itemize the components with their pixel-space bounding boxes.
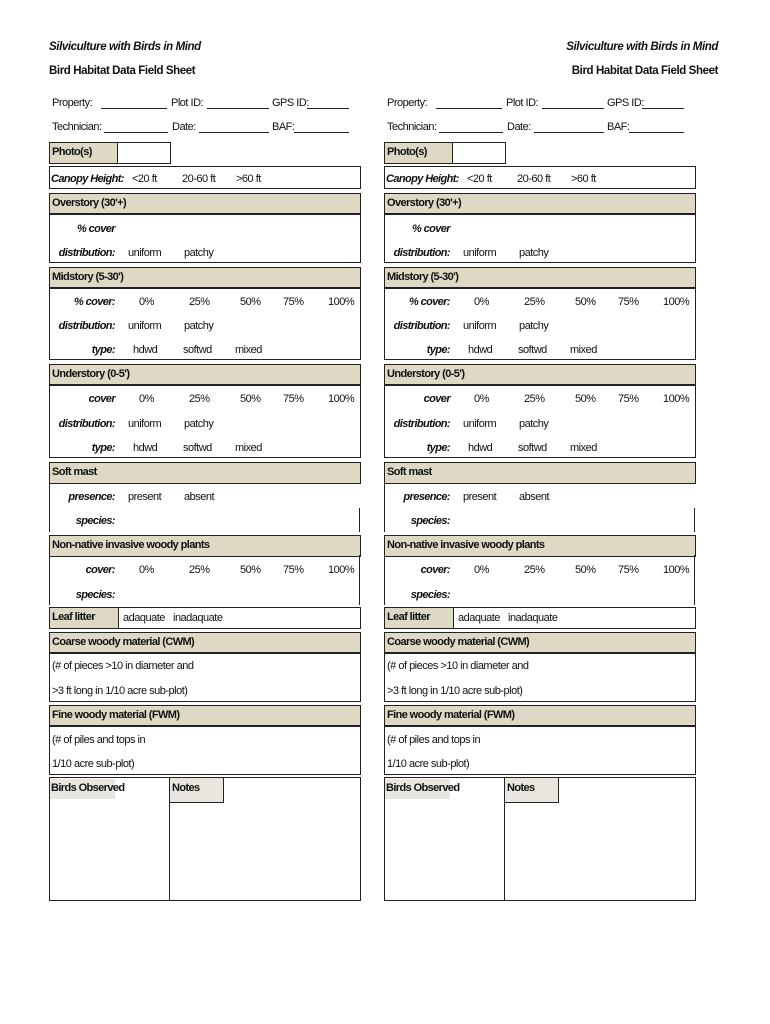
cwm-header: Coarse woody material (CWM): [384, 632, 696, 654]
understory-dist-option[interactable]: uniform: [463, 418, 497, 430]
notes-label: Notes: [169, 777, 224, 803]
overstory-dist-option[interactable]: patchy: [184, 247, 214, 259]
soft-mast-right-border: [359, 508, 360, 532]
non-native-cover-option[interactable]: 50%: [240, 564, 261, 576]
understory-cover-option[interactable]: 25%: [524, 393, 545, 405]
presence-option[interactable]: absent: [184, 491, 215, 503]
birds-observed-field[interactable]: [51, 804, 167, 898]
technician-label: Technician:: [387, 121, 437, 133]
overstory-cover-label: % cover: [412, 223, 450, 235]
soft-mast-header: Soft mast: [49, 462, 361, 484]
field-sheet-right: [384, 92, 696, 912]
midstory-type-option[interactable]: hdwd: [468, 344, 493, 356]
gps-id-label: GPS ID:: [272, 97, 309, 109]
gps-id-field[interactable]: [642, 108, 684, 109]
understory-type-label: type:: [91, 442, 115, 454]
leaf-litter-label: Leaf litter: [384, 607, 454, 629]
midstory-header: Midstory (5-30'): [49, 267, 361, 289]
property-label: Property:: [52, 97, 93, 109]
notes-field[interactable]: [173, 806, 357, 898]
photos-label: Photo(s): [384, 142, 454, 164]
midstory-cover-option[interactable]: 50%: [240, 296, 261, 308]
soft-mast-species-label: species:: [410, 515, 450, 527]
plot-id-label: Plot ID:: [171, 97, 204, 109]
non-native-cover-option[interactable]: 50%: [575, 564, 596, 576]
non-native-header: Non-native invasive woody plants: [384, 535, 696, 557]
soft-mast-header: Soft mast: [384, 462, 696, 484]
cwm-description-line2: >3 ft long in 1/10 acre sub-plot): [387, 685, 523, 697]
midstory-type-option[interactable]: softwd: [518, 344, 547, 356]
fwm-description-line1: (# of piles and tops in: [387, 734, 481, 746]
non-native-cover-label: cover:: [420, 564, 450, 576]
photos-label: Photo(s): [49, 142, 119, 164]
non-native-right-border: [359, 555, 360, 605]
non-native-cover-option[interactable]: 0%: [474, 564, 489, 576]
understory-type-option[interactable]: softwd: [518, 442, 547, 454]
plot-id-field[interactable]: [207, 108, 269, 109]
fwm-description-line2: 1/10 acre sub-plot): [387, 758, 470, 770]
overstory-dist-option[interactable]: uniform: [463, 247, 497, 259]
property-field[interactable]: [101, 108, 167, 109]
midstory-dist-option[interactable]: patchy: [184, 320, 214, 332]
understory-cover-option[interactable]: 50%: [575, 393, 596, 405]
overstory-header: Overstory (30'+): [49, 193, 361, 215]
midstory-cover-option[interactable]: 0%: [139, 296, 154, 308]
presence-label: presence:: [68, 491, 115, 503]
cwm-description-line1: (# of pieces >10 in diameter and: [52, 660, 194, 672]
understory-header: Understory (0-5'): [384, 364, 696, 386]
canopy-option[interactable]: <20 ft: [467, 173, 492, 185]
birds-observed-field[interactable]: [386, 804, 502, 898]
canopy-option[interactable]: 20-60 ft: [182, 173, 216, 185]
understory-cover-option[interactable]: 25%: [189, 393, 210, 405]
midstory-type-option[interactable]: mixed: [235, 344, 262, 356]
fwm-description-line2: 1/10 acre sub-plot): [52, 758, 135, 770]
cwm-description-line2: >3 ft long in 1/10 acre sub-plot): [52, 685, 188, 697]
midstory-cover-option[interactable]: 25%: [189, 296, 210, 308]
canopy-height-label: Canopy Height:: [386, 173, 459, 185]
date-label: Date:: [507, 121, 531, 133]
presence-option[interactable]: present: [463, 491, 497, 503]
baf-label: BAF:: [272, 121, 295, 133]
technician-label: Technician:: [52, 121, 102, 133]
notes-label: Notes: [504, 777, 559, 803]
midstory-type-option[interactable]: softwd: [183, 344, 212, 356]
midstory-type-option[interactable]: hdwd: [133, 344, 158, 356]
midstory-distribution-label: distribution:: [393, 320, 450, 332]
non-native-left-border: [49, 555, 50, 605]
fwm-description-line1: (# of piles and tops in: [52, 734, 146, 746]
understory-type-option[interactable]: mixed: [235, 442, 262, 454]
date-field[interactable]: [534, 132, 604, 133]
midstory-cover-label: % cover:: [73, 296, 115, 308]
overstory-distribution-label: distribution:: [393, 247, 450, 259]
non-native-species-label: species:: [75, 589, 115, 601]
understory-cover-option[interactable]: 0%: [474, 393, 489, 405]
fwm-header: Fine woody material (FWM): [49, 705, 361, 727]
understory-cover-option[interactable]: 100%: [663, 393, 690, 405]
midstory-cover-option[interactable]: 100%: [328, 296, 355, 308]
understory-type-option[interactable]: hdwd: [133, 442, 158, 454]
understory-distribution-label: distribution:: [393, 418, 450, 430]
plot-id-field[interactable]: [542, 108, 604, 109]
understory-dist-option[interactable]: uniform: [128, 418, 162, 430]
midstory-type-label: type:: [426, 344, 450, 356]
title-left: Bird Habitat Data Field Sheet: [49, 65, 196, 77]
photos-field[interactable]: [117, 142, 171, 164]
midstory-cover-option[interactable]: 25%: [524, 296, 545, 308]
field-sheet-left: [49, 92, 361, 912]
midstory-cover-option[interactable]: 75%: [618, 296, 639, 308]
overstory-dist-option[interactable]: patchy: [519, 247, 549, 259]
canopy-option[interactable]: 20-60 ft: [517, 173, 551, 185]
midstory-distribution-label: distribution:: [58, 320, 115, 332]
canopy-option[interactable]: >60 ft: [571, 173, 596, 185]
understory-type-label: type:: [426, 442, 450, 454]
presence-option[interactable]: present: [128, 491, 162, 503]
understory-cover-label: cover: [423, 393, 450, 405]
overstory-header: Overstory (30'+): [384, 193, 696, 215]
midstory-type-label: type:: [91, 344, 115, 356]
understory-type-option[interactable]: softwd: [183, 442, 212, 454]
title-right: Bird Habitat Data Field Sheet: [571, 65, 718, 77]
understory-cover-option[interactable]: 0%: [139, 393, 154, 405]
overstory-cover-label: % cover: [77, 223, 115, 235]
non-native-header: Non-native invasive woody plants: [49, 535, 361, 557]
photos-field[interactable]: [452, 142, 506, 164]
canopy-height-label: Canopy Height:: [51, 173, 124, 185]
non-native-cover-label: cover:: [85, 564, 115, 576]
leaf-litter-option[interactable]: inadaquate: [173, 612, 223, 624]
midstory-cover-option[interactable]: 75%: [283, 296, 304, 308]
leaf-litter-option[interactable]: adaquate: [458, 612, 500, 624]
soft-mast-species-label: species:: [75, 515, 115, 527]
non-native-cover-option[interactable]: 100%: [328, 564, 355, 576]
non-native-cover-option[interactable]: 100%: [663, 564, 690, 576]
canopy-option[interactable]: <20 ft: [132, 173, 157, 185]
understory-cover-option[interactable]: 75%: [283, 393, 304, 405]
midstory-cover-label: % cover:: [408, 296, 450, 308]
understory-dist-option[interactable]: patchy: [184, 418, 214, 430]
midstory-type-option[interactable]: mixed: [570, 344, 597, 356]
technician-field[interactable]: [104, 132, 168, 133]
soft-mast-left-border: [49, 482, 50, 532]
understory-distribution-label: distribution:: [58, 418, 115, 430]
canopy-option[interactable]: >60 ft: [236, 173, 261, 185]
leaf-litter-label: Leaf litter: [49, 607, 119, 629]
understory-header: Understory (0-5'): [49, 364, 361, 386]
date-field[interactable]: [199, 132, 269, 133]
non-native-species-label: species:: [410, 589, 450, 601]
non-native-cover-option[interactable]: 75%: [283, 564, 304, 576]
understory-type-option[interactable]: mixed: [570, 442, 597, 454]
plot-id-label: Plot ID:: [506, 97, 539, 109]
fwm-header: Fine woody material (FWM): [384, 705, 696, 727]
midstory-dist-option[interactable]: patchy: [519, 320, 549, 332]
non-native-cover-option[interactable]: 75%: [618, 564, 639, 576]
overstory-dist-option[interactable]: uniform: [128, 247, 162, 259]
non-native-left-border: [384, 555, 385, 605]
notes-field[interactable]: [508, 806, 692, 898]
non-native-right-border: [694, 555, 695, 605]
cwm-header: Coarse woody material (CWM): [49, 632, 361, 654]
baf-label: BAF:: [607, 121, 630, 133]
date-label: Date:: [172, 121, 196, 133]
presence-label: presence:: [403, 491, 450, 503]
gps-id-field[interactable]: [307, 108, 349, 109]
baf-field[interactable]: [629, 132, 684, 133]
midstory-dist-option[interactable]: uniform: [128, 320, 162, 332]
technician-field[interactable]: [439, 132, 503, 133]
understory-cover-option[interactable]: 100%: [328, 393, 355, 405]
soft-mast-right-border: [694, 508, 695, 532]
non-native-cover-option[interactable]: 0%: [139, 564, 154, 576]
non-native-cover-option[interactable]: 25%: [524, 564, 545, 576]
midstory-cover-option[interactable]: 50%: [575, 296, 596, 308]
overstory-distribution-label: distribution:: [58, 247, 115, 259]
understory-cover-option[interactable]: 50%: [240, 393, 261, 405]
birds-observed-label: Birds Observed: [385, 779, 450, 799]
midstory-cover-option[interactable]: 100%: [663, 296, 690, 308]
gps-id-label: GPS ID:: [607, 97, 644, 109]
non-native-cover-option[interactable]: 25%: [189, 564, 210, 576]
cwm-description-line1: (# of pieces >10 in diameter and: [387, 660, 529, 672]
midstory-cover-option[interactable]: 0%: [474, 296, 489, 308]
baf-field[interactable]: [294, 132, 349, 133]
subtitle-left: Silviculture with Birds in Mind: [49, 41, 201, 53]
midstory-header: Midstory (5-30'): [384, 267, 696, 289]
property-label: Property:: [387, 97, 428, 109]
leaf-litter-option[interactable]: inadaquate: [508, 612, 558, 624]
subtitle-right: Silviculture with Birds in Mind: [566, 41, 718, 53]
soft-mast-left-border: [384, 482, 385, 532]
understory-cover-label: cover: [88, 393, 115, 405]
midstory-dist-option[interactable]: uniform: [463, 320, 497, 332]
understory-dist-option[interactable]: patchy: [519, 418, 549, 430]
property-field[interactable]: [436, 108, 502, 109]
understory-cover-option[interactable]: 75%: [618, 393, 639, 405]
understory-type-option[interactable]: hdwd: [468, 442, 493, 454]
birds-observed-label: Birds Observed: [50, 779, 115, 799]
presence-option[interactable]: absent: [519, 491, 550, 503]
leaf-litter-option[interactable]: adaquate: [123, 612, 165, 624]
